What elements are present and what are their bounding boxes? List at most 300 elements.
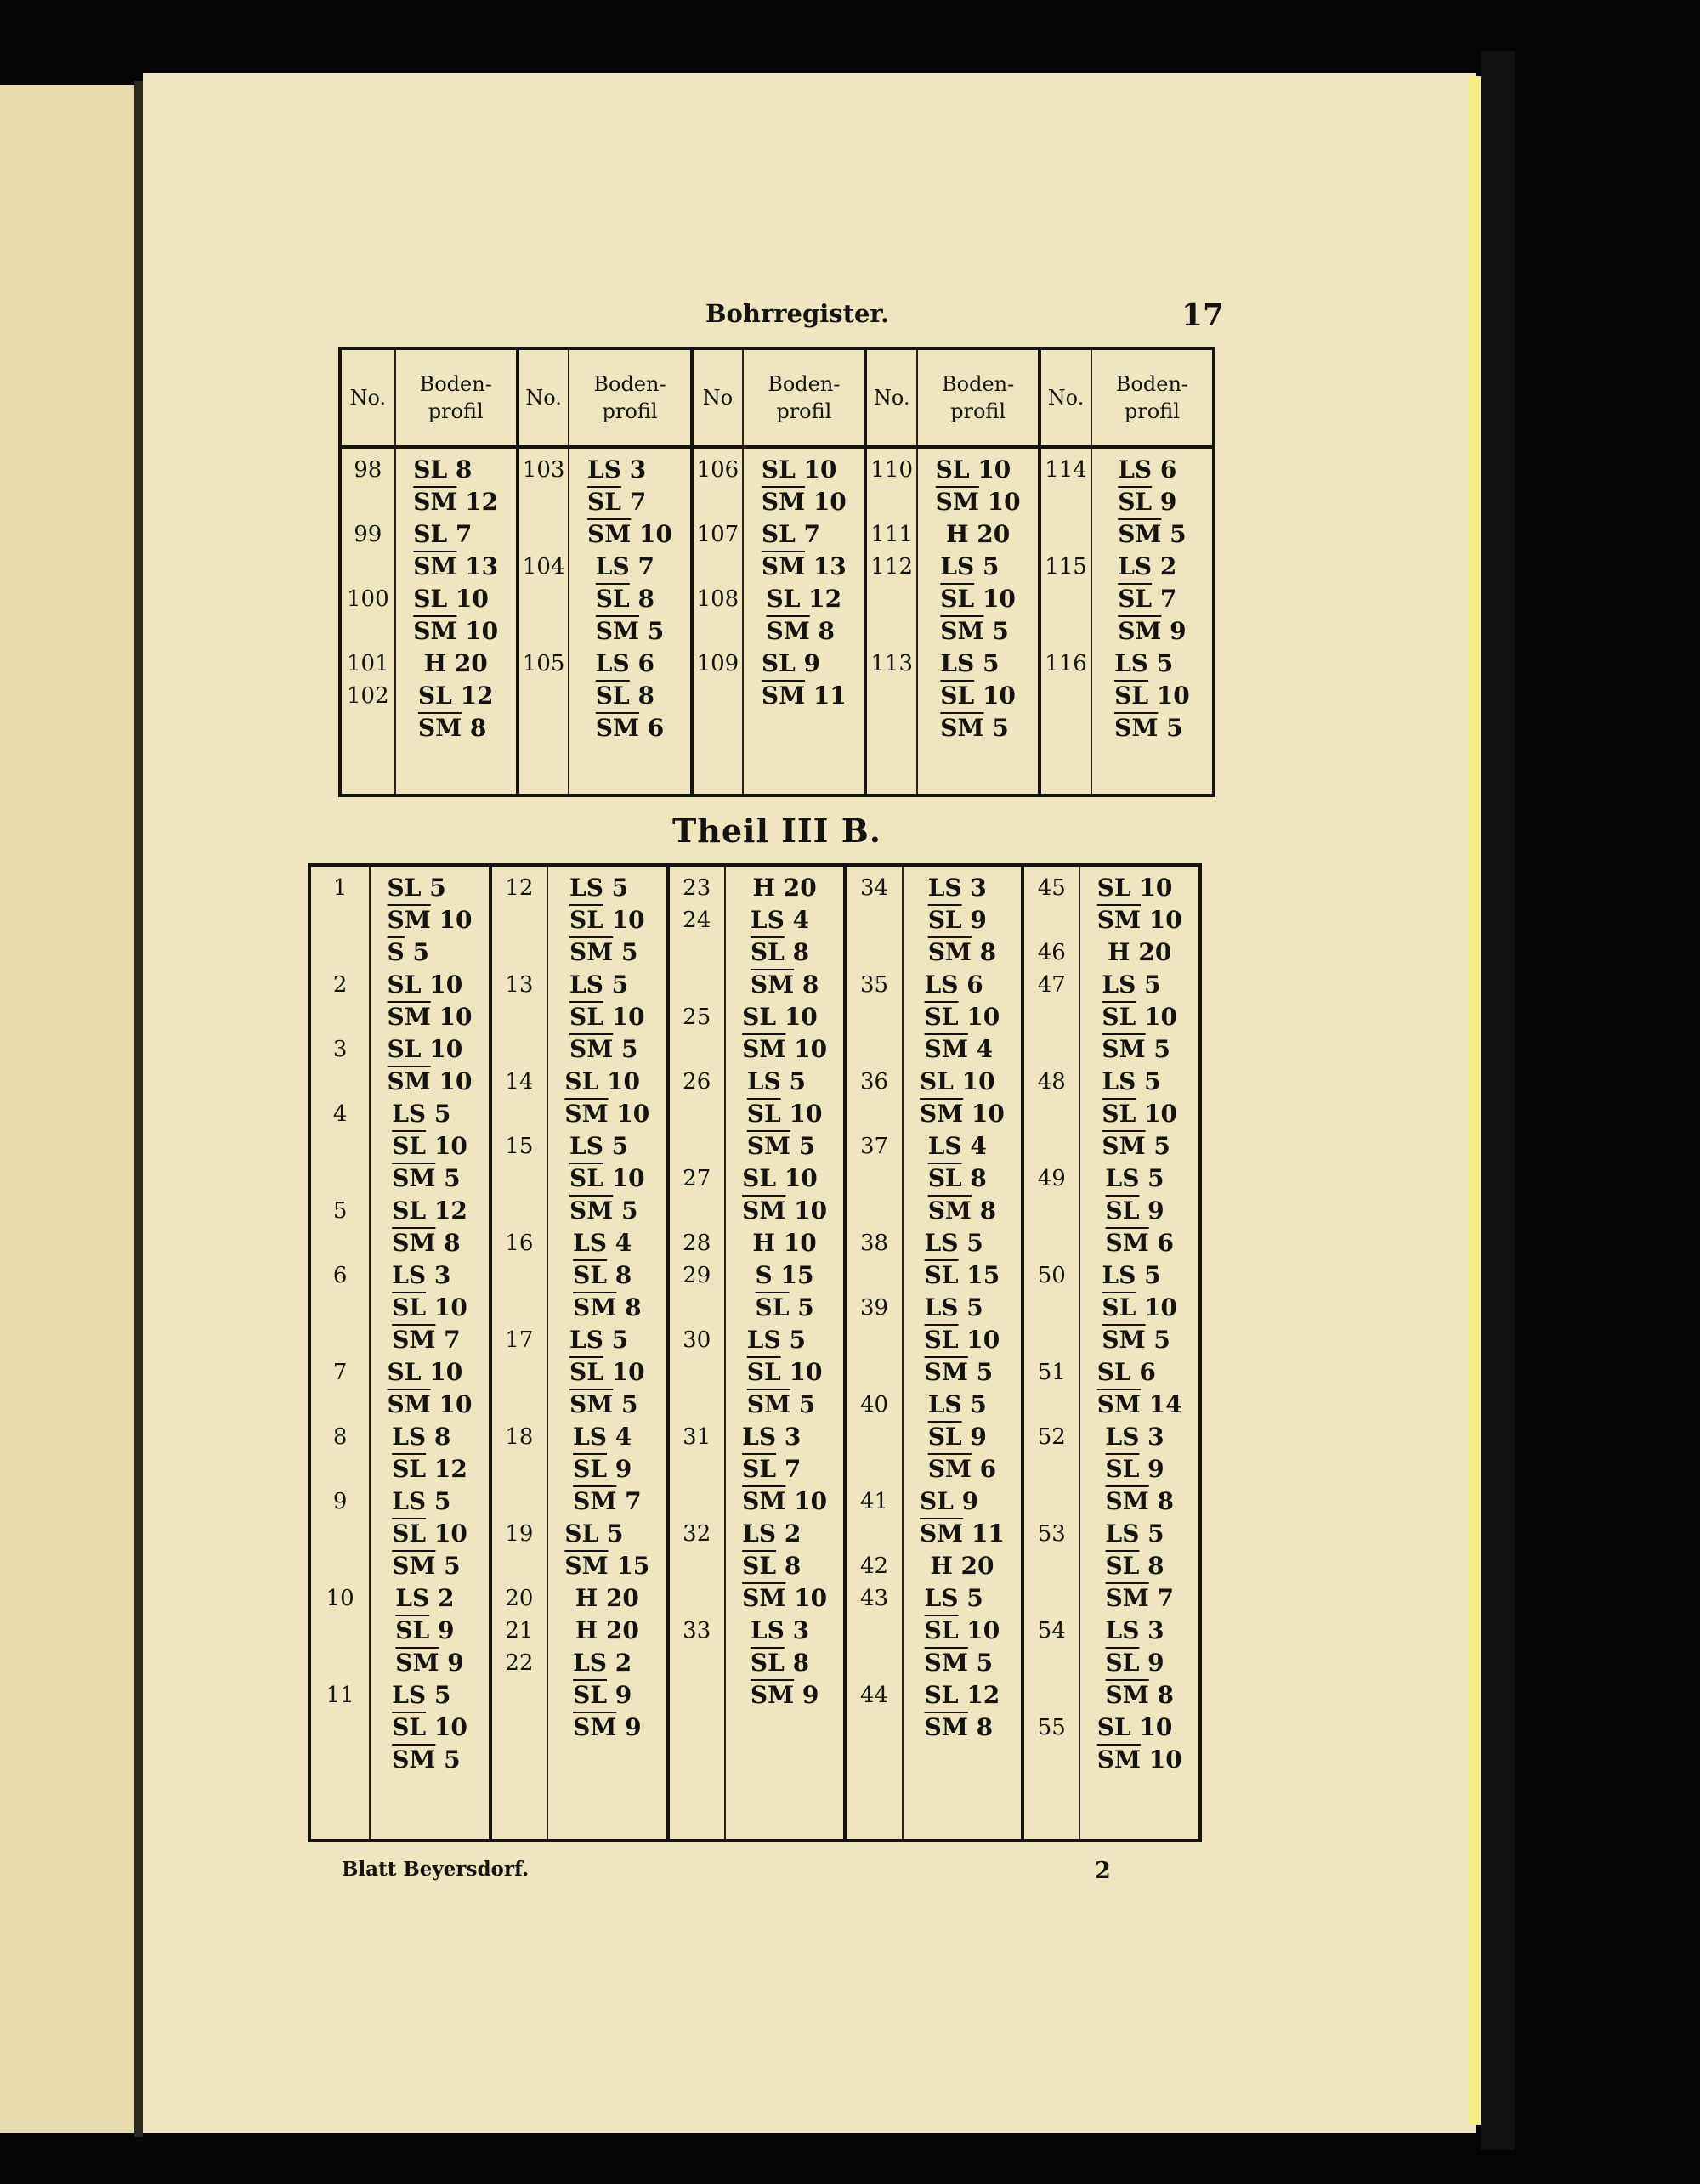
layer-thickness: 9: [970, 1423, 987, 1451]
layer-thickness: 9: [447, 1649, 464, 1677]
layer-symbol: LS: [1105, 1519, 1140, 1547]
layer-thickness: 10: [429, 1035, 463, 1063]
profile-layer: [1102, 1292, 1177, 1324]
layer-symbol: $\overline{SM}$: [761, 682, 806, 710]
profile-layer: [570, 936, 638, 969]
layer-symbol: $\overline{SM}$: [924, 1035, 968, 1063]
book-cover-edge: [1481, 51, 1515, 2150]
layer-thickness: 3: [1148, 1423, 1164, 1451]
layer-thickness: 9: [970, 906, 987, 934]
profile-layer: [573, 1259, 632, 1292]
layer-thickness: 5: [1144, 1067, 1161, 1095]
layer-thickness: 10: [434, 1293, 468, 1321]
number-column: [342, 449, 394, 794]
profile-layer: [395, 1647, 463, 1679]
layer-thickness: 3: [792, 1616, 810, 1644]
layer-symbol: LS: [927, 874, 962, 902]
layer-symbol: $\overline{SL}$: [927, 1423, 962, 1451]
layer-thickness: 5: [647, 617, 665, 645]
profile-layer: [925, 1259, 1000, 1292]
soil-profile: [1097, 872, 1182, 936]
profile-layer: [920, 1098, 1005, 1130]
boring-number: 48: [1037, 1069, 1066, 1095]
layer-symbol: $\overline{SM}$: [595, 617, 639, 645]
layer-symbol: LS: [392, 1100, 427, 1128]
layer-symbol: LS: [395, 1584, 430, 1612]
layer-symbol: H: [946, 520, 969, 548]
layer-thickness: 20: [783, 874, 817, 902]
layer-thickness: 20: [605, 1584, 639, 1612]
boring-number: 108: [696, 586, 740, 612]
profile-layer: [742, 1582, 827, 1615]
profile-layer: [570, 1324, 628, 1356]
boring-number: 39: [859, 1295, 889, 1321]
layer-thickness: 10: [794, 1197, 828, 1225]
profile-layer: [573, 1453, 632, 1485]
layer-symbol: $\overline{SM}$: [573, 1487, 617, 1515]
layer-thickness: 5: [620, 1390, 638, 1418]
layer-thickness: 10: [982, 585, 1016, 613]
layer-thickness: 5: [982, 649, 1000, 677]
profile-layer: [747, 1389, 815, 1421]
soil-profile: [925, 1292, 1000, 1389]
layer-symbol: $\overline{SM}$: [1105, 1487, 1149, 1515]
profile-layer: [756, 1259, 814, 1292]
layer-thickness: 6: [966, 970, 983, 999]
layer-symbol: SL: [924, 1681, 959, 1709]
boring-number: 1: [332, 875, 348, 901]
profile-layer: [388, 1033, 463, 1066]
layer-symbol: LS: [742, 1423, 777, 1451]
layer-thickness: 10: [978, 455, 1012, 484]
layer-symbol: $\overline{SM}$: [1105, 1584, 1149, 1612]
profile-layer: [564, 1098, 649, 1130]
layer-symbol: $\overline{SL}$: [940, 682, 975, 710]
boring-number: 38: [859, 1231, 889, 1256]
layer-thickness: 5: [992, 617, 1009, 645]
layer-symbol: LS: [924, 1229, 959, 1257]
layer-thickness: 5: [1148, 1164, 1164, 1192]
layer-thickness: 9: [961, 1487, 979, 1515]
boring-number: 30: [683, 1327, 711, 1353]
soil-profile: [762, 648, 847, 712]
layer-symbol: $\overline{SM}$: [413, 488, 457, 516]
soil-profile: [742, 1163, 827, 1227]
profile-layer: [424, 648, 488, 680]
layer-thickness: 2: [615, 1649, 632, 1677]
boring-number: 53: [1037, 1521, 1066, 1547]
soil-profile: [1118, 454, 1186, 551]
layer-thickness: 4: [792, 906, 810, 934]
layer-thickness: 10: [794, 1035, 828, 1063]
number-column: [864, 449, 916, 794]
profile-layer: [1102, 1130, 1170, 1163]
layer-thickness: 8: [784, 1552, 802, 1580]
layer-thickness: 8: [1157, 1681, 1174, 1709]
soil-profile: [424, 648, 488, 680]
layer-thickness: 6: [979, 1455, 997, 1483]
layer-thickness: 10: [465, 617, 499, 645]
layer-symbol: $\overline{SM}$: [761, 488, 806, 516]
profile-layer: [392, 1292, 468, 1324]
layer-symbol: $\overline{SL}$: [1105, 1552, 1140, 1580]
layer-symbol: $\overline{SL}$: [742, 1552, 777, 1580]
layer-thickness: 10: [429, 1358, 463, 1386]
layer-symbol: $\overline{SL}$: [1105, 1455, 1140, 1483]
profile-layer: [925, 1679, 1000, 1712]
profile-layer: [925, 1582, 983, 1615]
profile-column: [1091, 449, 1212, 794]
soil-profile: [1102, 1066, 1177, 1163]
layer-symbol: H: [575, 1584, 598, 1612]
soil-profile: [1106, 1421, 1174, 1518]
profile-layer: [940, 680, 1016, 712]
boring-number: 42: [859, 1553, 889, 1579]
layer-symbol: $\overline{SL}$: [1105, 1649, 1140, 1677]
profile-layer: [1102, 1001, 1177, 1033]
layer-thickness: 5: [1153, 1035, 1170, 1063]
profile-layer: [766, 583, 842, 615]
layer-symbol: $\overline{SM}$: [570, 1390, 614, 1418]
profile-layer: [925, 1647, 993, 1679]
layer-symbol: LS: [1105, 1616, 1140, 1644]
layer-symbol: $\overline{SM}$: [573, 1293, 617, 1321]
profile-layer: [392, 1098, 450, 1130]
boring-number: 14: [505, 1069, 534, 1095]
layer-thickness: 9: [803, 649, 820, 677]
layer-symbol: $\overline{SL}$: [392, 1293, 427, 1321]
layer-thickness: 10: [434, 1132, 468, 1160]
layer-symbol: $\overline{SM}$: [413, 552, 457, 580]
soil-profile: [1102, 1259, 1177, 1356]
profile-layer: [753, 872, 817, 904]
boring-number: 23: [683, 875, 711, 901]
layer-thickness: 5: [611, 970, 629, 999]
profile-layer: [1102, 1066, 1160, 1098]
layer-thickness: 5: [1153, 1326, 1170, 1354]
soil-profile: [1106, 1518, 1174, 1615]
layer-symbol: $\overline{SM}$: [392, 1746, 436, 1774]
soil-profile: [570, 1324, 645, 1421]
soil-profile: [575, 1582, 639, 1615]
profile-layer: [920, 1485, 978, 1518]
layer-symbol: $\overline{SM}$: [587, 520, 632, 548]
header-no: No.: [864, 350, 916, 449]
layer-symbol: $\overline{SL}$: [1105, 1197, 1140, 1225]
layer-symbol: $\overline{SL}$: [570, 906, 604, 934]
profile-layer: [587, 454, 646, 486]
layer-symbol: SL: [919, 1487, 954, 1515]
profile-layer: [1118, 583, 1176, 615]
layer-symbol: $\overline{SL}$: [742, 1455, 777, 1483]
layer-symbol: LS: [595, 552, 630, 580]
profile-layer: [1118, 551, 1176, 583]
layer-symbol: SL: [919, 1067, 954, 1095]
layer-symbol: $\overline{SM}$: [1114, 714, 1159, 742]
profile-layer: [936, 486, 1021, 518]
layer-thickness: 5: [970, 1390, 987, 1418]
layer-symbol: LS: [927, 1390, 962, 1418]
layer-thickness: 6: [1139, 1358, 1156, 1386]
layer-thickness: 4: [615, 1229, 632, 1257]
profile-layer: [388, 872, 446, 904]
boring-number: 49: [1037, 1166, 1066, 1191]
boring-number: 11: [326, 1683, 354, 1708]
layer-thickness: 5: [611, 1326, 629, 1354]
layer-symbol: LS: [940, 552, 975, 580]
layer-thickness: 20: [960, 1552, 994, 1580]
boring-number: 114: [1045, 457, 1087, 483]
layer-symbol: $\overline{SL}$: [595, 682, 630, 710]
layer-symbol: $\overline{SM}$: [392, 1229, 436, 1257]
soil-profile: [1097, 1356, 1182, 1421]
soil-profile: [753, 872, 817, 904]
boring-number: 98: [354, 457, 382, 483]
profile-layer: [742, 1518, 801, 1550]
header-no: No: [690, 350, 743, 449]
soil-profile: [1118, 551, 1186, 648]
profile-layer: [751, 1647, 809, 1679]
soil-profile: [920, 1485, 1005, 1550]
profile-layer: [925, 1712, 993, 1744]
number-column: [666, 867, 724, 1839]
number-column: [516, 449, 569, 794]
layer-thickness: 5: [976, 1358, 994, 1386]
profile-layer: [940, 648, 999, 680]
profile-layer: [766, 615, 834, 648]
layer-thickness: 10: [966, 1326, 1000, 1354]
profile-layer: [925, 1227, 983, 1259]
layer-symbol: $\overline{SM}$: [750, 1681, 795, 1709]
profile-layer: [392, 1679, 450, 1712]
profile-layer: [392, 1259, 450, 1292]
layer-thickness: 10: [611, 1358, 645, 1386]
profile-layer: [1102, 1033, 1170, 1066]
layer-thickness: 5: [429, 874, 446, 902]
layer-thickness: 7: [625, 1487, 642, 1515]
profile-layer: [747, 1130, 815, 1163]
layer-thickness: 8: [444, 1229, 461, 1257]
profile-layer: [751, 936, 809, 969]
profile-layer: [928, 872, 987, 904]
layer-symbol: $\overline{SM}$: [746, 1390, 791, 1418]
profile-column: [1079, 867, 1198, 1839]
layer-thickness: 5: [1144, 970, 1161, 999]
layer-thickness: 10: [784, 1164, 818, 1192]
layer-symbol: LS: [924, 970, 959, 999]
layer-thickness: 12: [966, 1681, 1000, 1709]
profile-layer: [940, 583, 1016, 615]
profile-layer: [392, 1744, 460, 1776]
soil-profile: [392, 1679, 468, 1776]
layer-thickness: 5: [966, 1584, 983, 1612]
boring-number: 43: [859, 1586, 889, 1611]
soil-profile: [413, 583, 498, 648]
profile-layer: [925, 1033, 993, 1066]
layer-symbol: SL: [1096, 1358, 1131, 1386]
layer-symbol: $\overline{SM}$: [392, 1164, 436, 1192]
number-column: [1021, 867, 1079, 1839]
profile-column: [916, 449, 1038, 794]
profile-layer: [753, 1227, 817, 1259]
layer-symbol: $\overline{SM}$: [573, 1713, 617, 1741]
layer-symbol: SL: [564, 1067, 599, 1095]
layer-symbol: $\overline{SL}$: [392, 1132, 427, 1160]
boring-number: 6: [332, 1263, 348, 1288]
boring-number: 100: [346, 586, 389, 612]
layer-symbol: LS: [1105, 1164, 1140, 1192]
profile-layer: [388, 904, 473, 936]
profile-layer: [1106, 1485, 1174, 1518]
layer-symbol: S: [755, 1261, 773, 1289]
layer-thickness: 8: [1148, 1552, 1164, 1580]
profile-layer: [928, 1195, 996, 1227]
profile-layer: [1102, 1259, 1160, 1292]
profile-layer: [762, 454, 837, 486]
boring-number: 113: [870, 651, 914, 676]
profile-layer: [596, 712, 664, 744]
layer-thickness: 6: [638, 649, 654, 677]
boring-number: 55: [1037, 1715, 1066, 1740]
profile-layer: [1097, 1356, 1156, 1389]
layer-thickness: 15: [780, 1261, 814, 1289]
layer-thickness: 10: [611, 1164, 645, 1192]
layer-thickness: 10: [434, 1713, 468, 1741]
profile-layer: [413, 583, 489, 615]
soil-profile: [742, 1421, 827, 1518]
number-column: [843, 867, 901, 1839]
layer-thickness: 5: [611, 1132, 629, 1160]
number-column: [311, 867, 369, 1839]
boring-number: 15: [505, 1134, 534, 1159]
layer-thickness: 6: [647, 714, 665, 742]
layer-thickness: 8: [979, 1197, 997, 1225]
layer-thickness: 8: [792, 1649, 810, 1677]
soil-profile: [388, 872, 473, 969]
layer-symbol: LS: [746, 1067, 781, 1095]
layer-thickness: 5: [1170, 520, 1187, 548]
layer-thickness: 5: [1153, 1132, 1170, 1160]
layer-symbol: H: [930, 1552, 953, 1580]
profile-layer: [1106, 1421, 1164, 1453]
layer-thickness: 2: [1159, 552, 1177, 580]
boring-number: 12: [505, 875, 534, 901]
layer-thickness: 10: [784, 1003, 818, 1031]
layer-thickness: 8: [979, 938, 997, 966]
layer-thickness: 10: [789, 1358, 823, 1386]
soil-profile: [1106, 1163, 1174, 1259]
layer-symbol: $\overline{SM}$: [1102, 1035, 1146, 1063]
profile-layer: [413, 615, 498, 648]
layer-symbol: $\overline{SM}$: [742, 1584, 786, 1612]
boring-number: 116: [1045, 651, 1087, 676]
layer-symbol: SL: [387, 874, 422, 902]
profile-layer: [756, 1292, 814, 1324]
layer-symbol: $\overline{SM}$: [387, 906, 431, 934]
layer-thickness: 5: [412, 938, 430, 966]
soil-profile: [925, 1679, 1000, 1744]
profile-layer: [573, 1679, 632, 1712]
profile-layer: [392, 1227, 460, 1259]
boring-number: 104: [522, 554, 565, 580]
layer-symbol: SL: [761, 649, 796, 677]
layer-symbol: LS: [940, 649, 975, 677]
profile-layer: [413, 486, 498, 518]
layer-thickness: 2: [437, 1584, 455, 1612]
layer-symbol: LS: [750, 906, 785, 934]
layer-symbol: $\overline{SL}$: [924, 1616, 959, 1644]
layer-symbol: $\overline{SL}$: [395, 1616, 430, 1644]
soil-profile: [747, 1066, 823, 1163]
layer-symbol: $\overline{SM}$: [940, 617, 984, 645]
profile-layer: [596, 680, 654, 712]
soil-profile: [946, 518, 1010, 551]
page-number: 17: [1182, 297, 1225, 333]
layer-symbol: $\overline{SM}$: [1105, 1229, 1149, 1257]
profile-layer: [1106, 1518, 1164, 1550]
layer-symbol: LS: [573, 1229, 608, 1257]
layer-thickness: 8: [638, 585, 654, 613]
profile-layer: [742, 1195, 827, 1227]
profile-layer: [946, 518, 1010, 551]
profile-layer: [418, 712, 486, 744]
boring-number: 29: [683, 1263, 711, 1288]
soil-profile: [392, 1098, 468, 1195]
layer-thickness: 12: [434, 1197, 468, 1225]
layer-symbol: $\overline{SL}$: [924, 1003, 959, 1031]
boring-number: 37: [859, 1134, 889, 1159]
profile-layer: [1106, 1163, 1164, 1195]
soil-profile: [762, 518, 847, 583]
layer-thickness: 10: [971, 1100, 1005, 1128]
soil-profile: [392, 1195, 468, 1259]
header-profile: Boden- profil: [568, 350, 689, 449]
layer-symbol: $\overline{SM}$: [595, 714, 639, 742]
layer-symbol: LS: [746, 1326, 781, 1354]
header-profile: Boden- profil: [916, 350, 1038, 449]
soil-profile: [742, 1001, 827, 1066]
profile-layer: [392, 1485, 450, 1518]
profile-layer: [570, 904, 645, 936]
layer-thickness: 8: [469, 714, 487, 742]
layer-thickness: 10: [607, 1067, 640, 1095]
layer-thickness: 5: [620, 1197, 638, 1225]
profile-layer: [388, 1389, 473, 1421]
boring-number: 111: [870, 522, 914, 547]
layer-symbol: $\overline{SL}$: [1114, 682, 1149, 710]
layer-symbol: SL: [1096, 1713, 1131, 1741]
layer-thickness: 5: [1156, 649, 1174, 677]
layer-thickness: 9: [1159, 488, 1177, 516]
boring-number: 13: [505, 972, 534, 998]
profile-layer: [930, 1550, 994, 1582]
layer-symbol: $\overline{SM}$: [1096, 906, 1141, 934]
soil-profile: [1108, 936, 1171, 969]
layer-symbol: $\overline{SM}$: [766, 617, 810, 645]
boring-number: 5: [332, 1198, 348, 1224]
boring-number: 52: [1037, 1424, 1066, 1450]
soil-profile: [756, 1259, 814, 1324]
profile-layer: [573, 1485, 641, 1518]
profile-layer: [742, 1453, 801, 1485]
profile-layer: [1118, 454, 1176, 486]
boring-number: 51: [1037, 1360, 1066, 1385]
profile-layer: [1097, 1744, 1182, 1776]
boring-number: 8: [332, 1424, 348, 1450]
soil-profile: [392, 1259, 468, 1356]
layer-thickness: 12: [808, 585, 842, 613]
profile-layer: [1106, 1615, 1164, 1647]
